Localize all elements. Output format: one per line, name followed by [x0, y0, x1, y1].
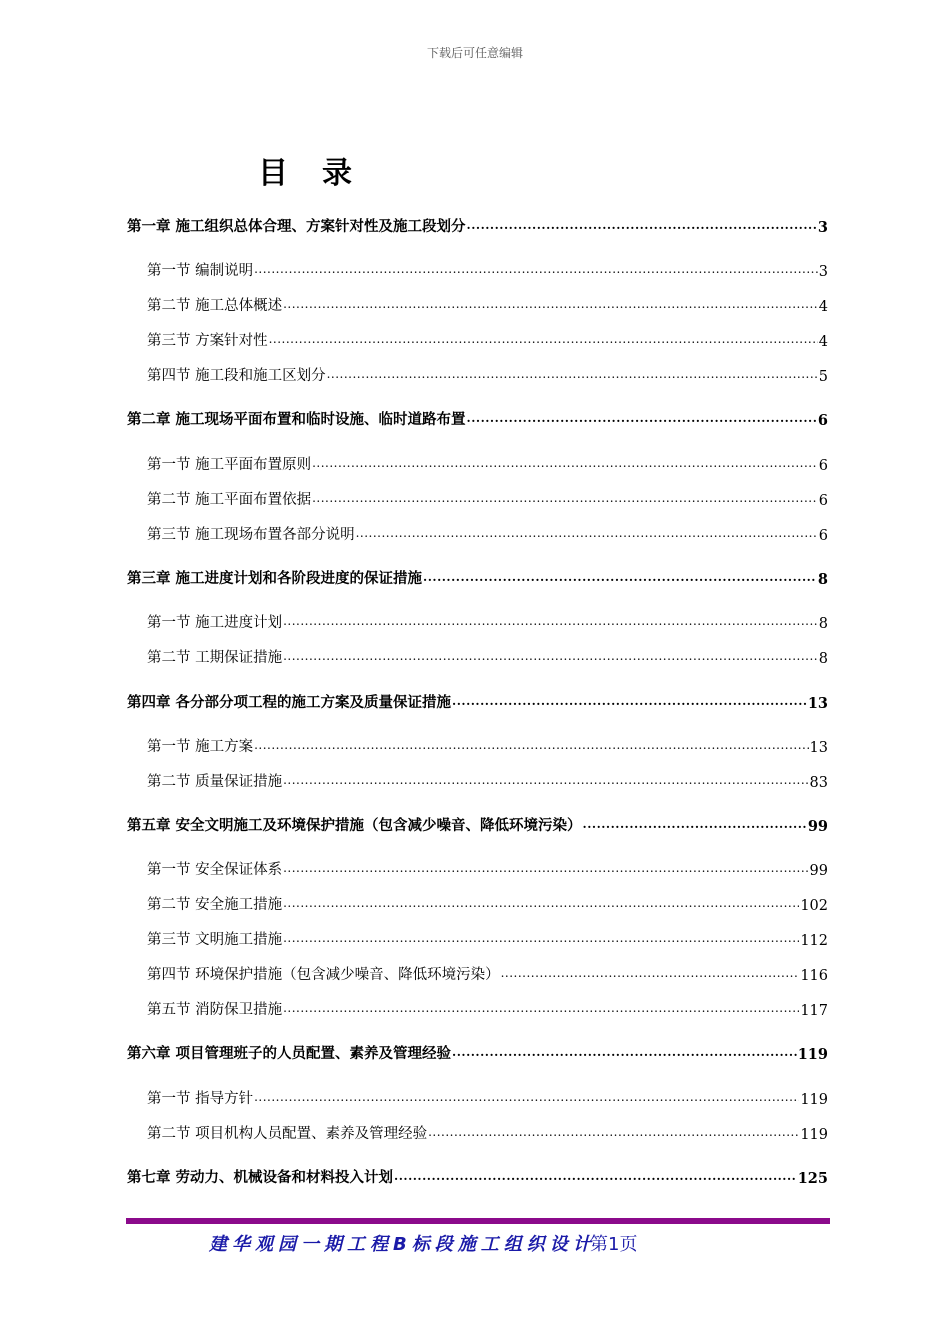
toc-chapter-row[interactable]: [127, 1041, 828, 1063]
toc-section-row[interactable]: [147, 452, 828, 474]
toc-section-row[interactable]: [147, 997, 828, 1019]
toc-page-number: 119: [797, 1046, 828, 1063]
footer-rule: [126, 1218, 830, 1224]
toc-page-number: 99: [807, 818, 828, 835]
toc-page-number: 6: [817, 412, 828, 429]
toc-entry-label: 第四章 各分部分项工程的施工方案及质量保证措施: [127, 694, 452, 711]
toc-entry-label: 第二节 项目机构人员配置、素养及管理经验: [147, 1126, 428, 1142]
toc-page-number: 119: [800, 1092, 828, 1108]
toc-section-row[interactable]: [147, 1086, 828, 1108]
toc-page-number: 125: [797, 1170, 828, 1187]
toc-page-number: 3: [817, 219, 828, 236]
toc-section-row[interactable]: [147, 734, 828, 756]
toc-page-number: 112: [800, 933, 828, 949]
toc-dot-leader: [356, 525, 818, 541]
toc-chapter-row[interactable]: [127, 690, 828, 712]
toc-dot-leader: [467, 216, 817, 233]
page-title: 目录: [258, 156, 386, 191]
toc-entry-label: 第一节 施工方案: [147, 739, 254, 755]
header-watermark: 下载后可任意编辑: [426, 46, 523, 60]
toc-chapter-row[interactable]: [127, 214, 828, 236]
toc-section-row[interactable]: [147, 962, 828, 984]
toc-entry-label: 第四节 施工段和施工区划分: [147, 368, 326, 384]
toc-dot-leader: [283, 860, 808, 876]
toc-chapter-row[interactable]: [127, 566, 828, 588]
toc-section-row[interactable]: [147, 328, 828, 350]
toc-dot-leader: [283, 613, 818, 629]
toc-dot-leader: [283, 296, 818, 312]
toc-entry-label: 第一章 施工组织总体合理、方案针对性及施工段划分: [127, 218, 466, 235]
toc-dot-leader: [283, 930, 799, 946]
toc-entry-label: 第二节 质量保证措施: [147, 774, 283, 790]
toc-entry-label: 第二节 施工总体概述: [147, 298, 283, 314]
toc-chapter-row[interactable]: [127, 813, 828, 835]
toc-page-number: 8: [818, 616, 828, 632]
toc-dot-leader: [283, 772, 808, 788]
toc-entry-label: 第三节 施工现场布置各部分说明: [147, 527, 355, 543]
toc-dot-leader: [428, 1124, 799, 1140]
toc-entry-label: 第四节 环境保护措施（包含减少噪音、降低环境污染）: [147, 967, 500, 983]
toc-entry-label: 第一节 编制说明: [147, 263, 254, 279]
toc-dot-leader: [452, 692, 807, 709]
toc-entry-label: 第五节 消防保卫措施: [147, 1002, 283, 1018]
toc-page-number: 116: [800, 968, 828, 984]
toc-dot-leader: [467, 409, 817, 426]
toc-section-row[interactable]: [147, 645, 828, 667]
toc-entry-label: 第二节 施工平面布置依据: [147, 492, 312, 508]
toc-entry-label: 第二章 施工现场平面布置和临时设施、临时道路布置: [127, 411, 466, 428]
toc-section-row[interactable]: [147, 892, 828, 914]
toc-section-row[interactable]: [147, 857, 828, 879]
toc-page-number: 83: [809, 775, 828, 791]
toc-entry-label: 第一节 安全保证体系: [147, 862, 283, 878]
toc-dot-leader: [452, 1043, 797, 1060]
toc-page-number: 8: [817, 571, 828, 588]
footer-page-number: 第1页: [590, 1234, 638, 1255]
toc-page-number: 13: [809, 740, 828, 756]
toc-page-number: 8: [818, 651, 828, 667]
toc-entry-label: 第三节 文明施工措施: [147, 932, 283, 948]
toc-page-number: 4: [818, 299, 828, 315]
toc-page-number: 5: [818, 369, 828, 385]
toc-entry-label: 第一节 施工进度计划: [147, 615, 283, 631]
toc-page-number: 6: [818, 493, 828, 509]
toc-dot-leader: [583, 815, 807, 832]
toc-entry-label: 第一节 施工平面布置原则: [147, 457, 312, 473]
toc-section-row[interactable]: [147, 610, 828, 632]
toc-chapter-row[interactable]: [127, 1165, 828, 1187]
toc-entry-label: 第五章 安全文明施工及环境保护措施（包含减少噪音、降低环境污染）: [127, 817, 582, 834]
toc-section-row[interactable]: [147, 363, 828, 385]
toc-section-row[interactable]: [147, 927, 828, 949]
toc-page-number: 6: [818, 458, 828, 474]
toc-dot-leader: [269, 331, 818, 347]
toc-section-row[interactable]: [147, 487, 828, 509]
toc-dot-leader: [283, 648, 818, 664]
toc-page-number: 119: [800, 1127, 828, 1143]
toc-page-number: 117: [800, 1003, 828, 1019]
toc-page-number: 6: [818, 528, 828, 544]
toc-dot-leader: [254, 1089, 799, 1105]
toc-section-row[interactable]: [147, 293, 828, 315]
toc-entry-label: 第三节 方案针对性: [147, 333, 268, 349]
toc-page-number: 3: [818, 264, 828, 280]
toc-dot-leader: [327, 366, 818, 382]
toc-dot-leader: [312, 455, 818, 471]
toc-entry-label: 第一节 指导方针: [147, 1091, 254, 1107]
toc-entry-label: 第七章 劳动力、机械设备和材料投入计划: [127, 1169, 394, 1186]
toc-entry-label: 第二节 工期保证措施: [147, 650, 283, 666]
toc-entry-label: 第三章 施工进度计划和各阶段进度的保证措施: [127, 570, 423, 587]
toc-section-row[interactable]: [147, 1121, 828, 1143]
toc-page-number: 99: [809, 863, 828, 879]
toc-dot-leader: [283, 895, 799, 911]
toc-page-number: 4: [818, 334, 828, 350]
toc-dot-leader: [283, 1000, 799, 1016]
toc-section-row[interactable]: [147, 522, 828, 544]
toc-page-number: 102: [800, 898, 828, 914]
toc-dot-leader: [312, 490, 818, 506]
toc-dot-leader: [501, 965, 800, 981]
toc-entry-label: 第六章 项目管理班子的人员配置、素养及管理经验: [127, 1045, 452, 1062]
toc-entry-label: 第二节 安全施工措施: [147, 897, 283, 913]
toc-dot-leader: [394, 1167, 797, 1184]
toc-dot-leader: [254, 261, 818, 277]
footer-project-name: 建华观园一期工程B标段施工组织设计: [209, 1234, 596, 1255]
toc-dot-leader: [254, 737, 808, 753]
toc-chapter-row[interactable]: [127, 407, 828, 429]
toc-section-row[interactable]: [147, 258, 828, 280]
toc-dot-leader: [423, 568, 817, 585]
toc-page-number: 13: [807, 695, 828, 712]
toc-section-row[interactable]: [147, 769, 828, 791]
